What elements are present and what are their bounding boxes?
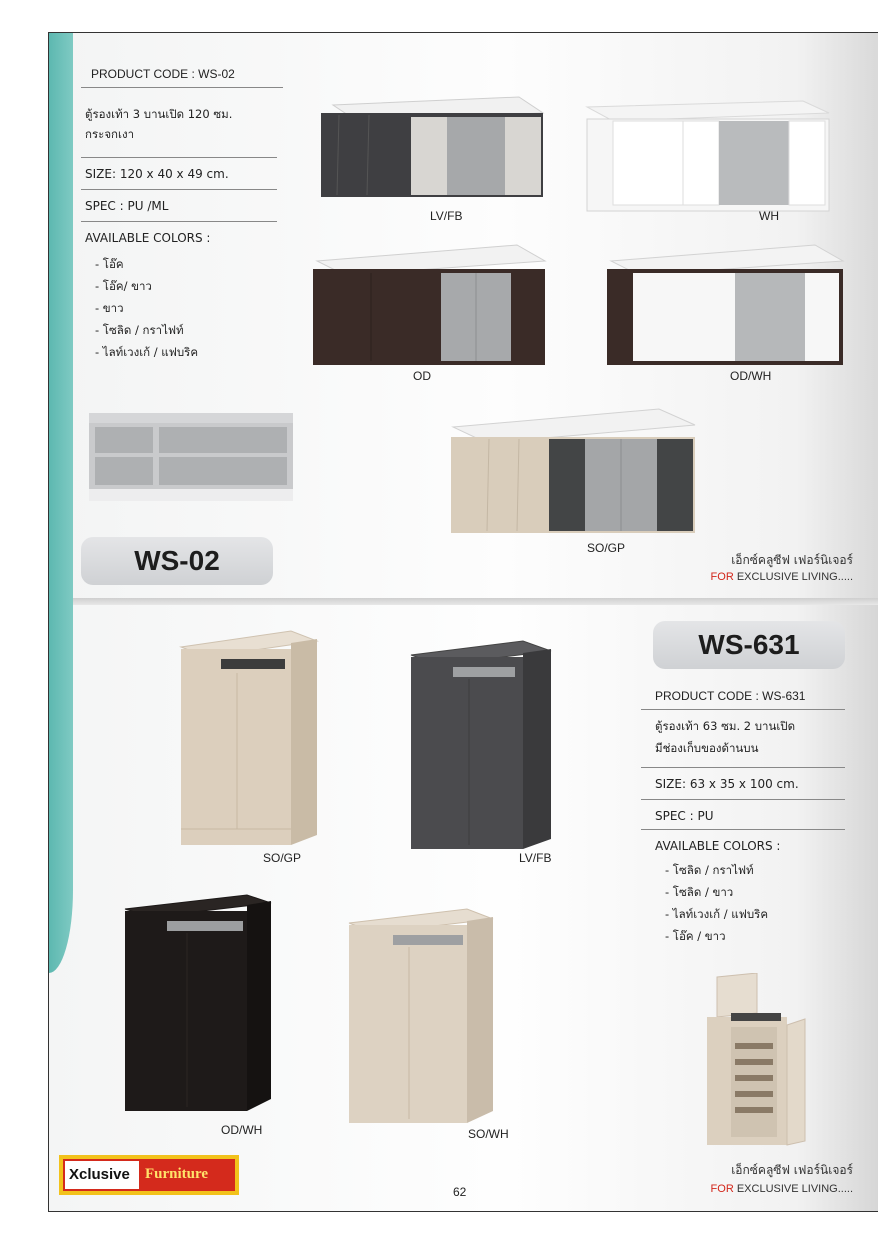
ws02-description-2: กระจกเงา — [85, 127, 135, 141]
brand-for: FOR — [710, 1183, 734, 1195]
ws631-label-lvfb: LV/FB — [519, 851, 552, 865]
ws631-model-badge: WS-631 — [653, 621, 845, 669]
ws631-label-sowh: SO/WH — [468, 1127, 509, 1141]
ws02-label-od: OD — [413, 369, 431, 383]
ws631-color-list — [665, 859, 768, 947]
teal-side-band — [49, 33, 73, 973]
brand-thai-text-footer: เอ็กซ์คลูซีฟ เฟอร์นิเจอร์ — [731, 1163, 853, 1177]
ws631-image-odwh — [121, 893, 273, 1115]
ws02-model-badge: WS-02 — [81, 537, 273, 585]
ws631-label-odwh: OD/WH — [221, 1123, 263, 1137]
color-item: - โอ๊ค — [95, 257, 124, 271]
color-item: - โซลิด / ขาว — [665, 885, 734, 899]
brand-tagline-text: EXCLUSIVE LIVING..... — [736, 1183, 853, 1195]
rule — [81, 87, 283, 88]
ws02-interior-diagram — [89, 413, 293, 501]
logo-text-xclusive: Xclusive — [69, 1166, 130, 1183]
ws631-open-cabinet-image — [701, 973, 811, 1149]
ws631-colors-title: AVAILABLE COLORS : — [655, 839, 781, 853]
xclusive-furniture-logo — [59, 1155, 239, 1195]
color-item: - โซลิด / กราไฟท์ — [665, 863, 754, 877]
logo-text-furniture: Furniture — [145, 1166, 209, 1182]
rule — [641, 799, 845, 800]
ws631-image-sogp — [177, 629, 321, 851]
brand-tagline-text: EXCLUSIVE LIVING..... — [736, 571, 853, 583]
ws02-label-odwh: OD/WH — [730, 369, 772, 383]
ws02-image-wh — [583, 99, 831, 215]
ws02-product-code: PRODUCT CODE : WS-02 — [91, 67, 235, 81]
ws631-label-sogp: SO/GP — [263, 851, 302, 865]
rule — [641, 829, 845, 830]
rule — [641, 767, 845, 768]
ws02-image-od — [311, 239, 547, 369]
ws631-image-lvfb — [407, 639, 553, 853]
ws02-image-lvfb — [319, 91, 547, 201]
brand-tagline-footer — [649, 1183, 853, 1195]
ws631-spec: SPEC : PU — [655, 809, 714, 823]
rule — [81, 157, 277, 158]
color-item: - ขาว — [95, 301, 124, 315]
ws02-image-sogp — [449, 405, 697, 537]
brand-thai-text: เอ็กซ์คลูซีฟ เฟอร์นิเจอร์ — [731, 553, 853, 567]
catalog-page — [48, 32, 878, 1212]
ws631-product-code: PRODUCT CODE : WS-631 — [655, 689, 806, 703]
ws02-spec: SPEC : PU /ML — [85, 199, 169, 213]
brand-for: FOR — [710, 571, 734, 583]
page-number: 62 — [453, 1185, 467, 1199]
ws02-size: SIZE: 120 x 40 x 49 cm. — [85, 167, 229, 181]
color-item: - ไลท์เวงเก้ / แฟบริค — [95, 345, 199, 359]
rule — [81, 189, 277, 190]
color-item: - โซลิด / กราไฟท์ — [95, 323, 184, 337]
ws02-color-list — [95, 253, 198, 363]
ws631-image-sowh — [345, 907, 497, 1129]
section-divider — [49, 598, 878, 605]
ws02-description-1: ตู้รองเท้า 3 บานเปิด 120 ซม. — [85, 107, 233, 121]
color-item: - ไลท์เวงเก้ / แฟบริค — [665, 907, 769, 921]
rule — [81, 221, 277, 222]
ws02-label-lvfb: LV/FB — [430, 209, 463, 223]
rule — [641, 709, 845, 710]
ws631-description-1: ตู้รองเท้า 63 ซม. 2 บานเปิด — [655, 719, 796, 733]
ws02-colors-title: AVAILABLE COLORS : — [85, 231, 211, 245]
ws02-label-wh: WH — [759, 209, 779, 223]
ws02-label-sogp: SO/GP — [587, 541, 626, 555]
ws631-description-2: มีช่องเก็บของด้านบน — [655, 741, 759, 755]
brand-tagline — [649, 571, 853, 583]
color-item: - โอ๊ค / ขาว — [665, 929, 726, 943]
ws631-size: SIZE: 63 x 35 x 100 cm. — [655, 777, 799, 791]
ws02-image-odwh — [605, 239, 845, 369]
color-item: - โอ๊ค/ ขาว — [95, 279, 152, 293]
